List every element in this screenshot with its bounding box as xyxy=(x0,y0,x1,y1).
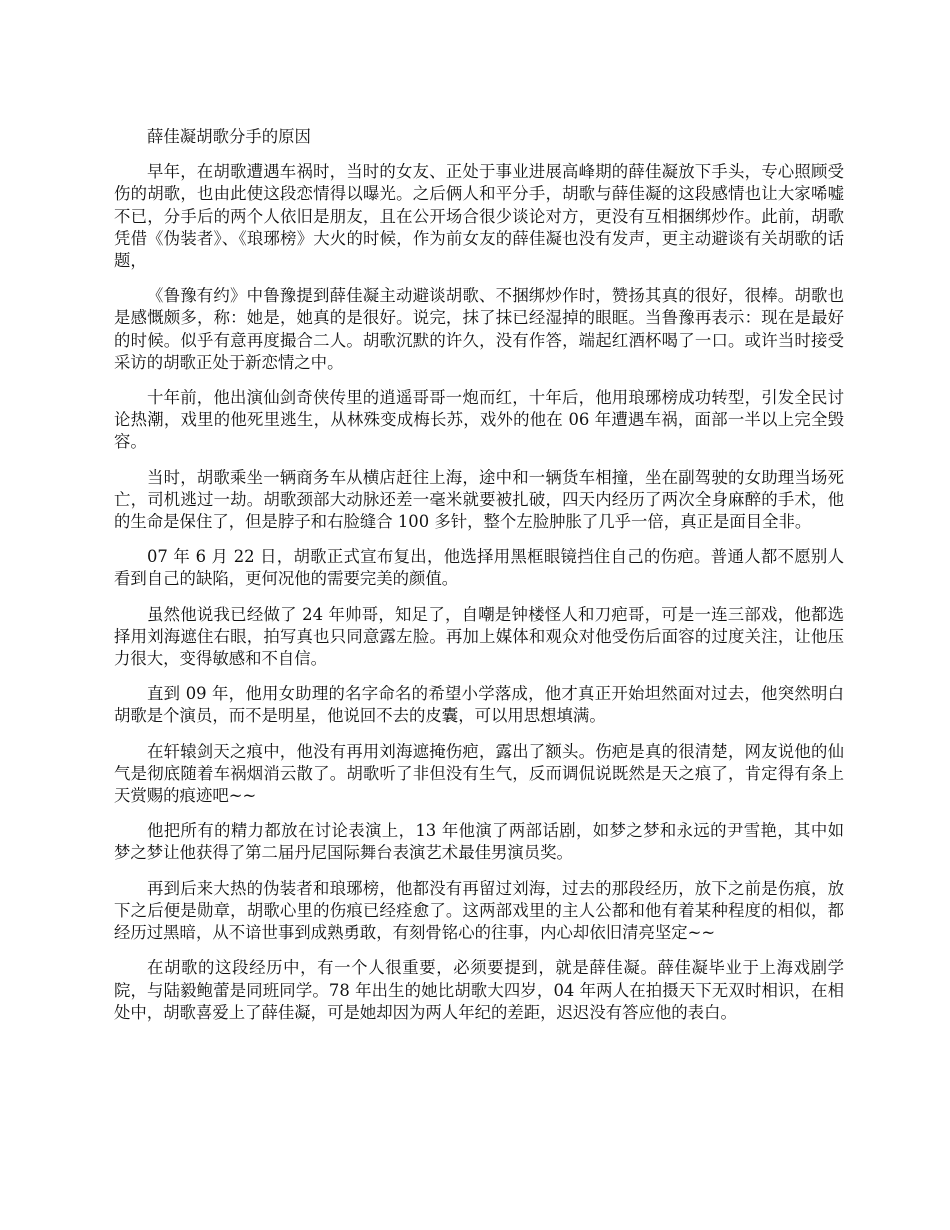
paragraph-9: 他把所有的精力都放在讨论表演上，13 年他演了两部话剧，如梦之梦和永远的尹雪艳，其中如梦之梦让他获得了第二届丹尼国际舞台表演艺术最佳男演员奖。 xyxy=(114,821,844,863)
paragraph-1: 早年，在胡歌遭遇车祸时，当时的女友、正处于事业进展高峰期的薛佳凝放下手头，专心照顾受伤的胡歌，也由此使这段恋情得以曝光。之后俩人和平分手，胡歌与薛佳凝的这段感情也让大家唏嘘不已，分手后的两个人依旧是朋友，且在公开场合很少谈论对方，更没有互相捆绑炒作。此前，胡歌凭借《伪装者》、《琅琊榜》大火的时候，作为前女友的薛佳凝也没有发声，更主动避谈有关胡歌的话题， xyxy=(114,162,844,271)
paragraph-11: 在胡歌的这段经历中，有一个人很重要，必须要提到，就是薛佳凝。薛佳凝毕业于上海戏剧学院，与陆毅鲍蕾是同班同学。78 年出生的她比胡歌大四岁，04 年两人在拍摄天下无双时相识，在相处中，胡歌喜爱上了薛佳凝，可是她却因为两人年纪的差距，迟迟没有答应他的表白。 xyxy=(114,958,844,1022)
paragraph-10: 再到后来大热的伪装者和琅琊榜，他都没有再留过刘海，过去的那段经历，放下之前是伤痕，放下之后便是勋章，胡歌心里的伤痕已经痊愈了。这两部戏里的主人公都和他有着某种程度的相似，都经历过黑暗，从不谙世事到成熟勇敢，有刻骨铭心的往事，内心却依旧清亮坚定~~ xyxy=(114,878,844,943)
paragraph-3: 十年前，他出演仙剑奇侠传里的逍遥哥哥一炮而红，十年后，他用琅琊榜成功转型，引发全民讨论热潮，戏里的他死里逃生，从林殊变成梅长苏，戏外的他在 06 年遭遇车祸，面部一半以上完全毁容。 xyxy=(114,388,844,452)
document-title: 薛佳凝胡歌分手的原因 xyxy=(147,127,311,146)
paragraph-7: 直到 09 年，他用女助理的名字命名的希望小学落成，他才真正开始坦然面对过去，他突然明白胡歌是个演员，而不是明星，他说回不去的皮囊，可以用思想填满。 xyxy=(114,684,844,726)
paragraph-2: 《鲁豫有约》中鲁豫提到薛佳凝主动避谈胡歌、不捆绑炒作时，赞扬其真的很好，很棒。胡歌也是感慨颇多，称：她是，她真的是很好。说完，抹了抹已经湿掉的眼眶。当鲁豫再表示：现在是最好的时候。似乎有意再度撮合二人。胡歌沉默的许久，没有作答，端起红酒杯喝了一口。或许当时接受采访的胡歌正处于新恋情之中。 xyxy=(114,286,844,372)
paragraph-6: 虽然他说我已经做了 24 年帅哥，知足了，自嘲是钟楼怪人和刀疤哥，可是一连三部戏，他都选择用刘海遮住右眼，拍写真也只同意露左脸。再加上媒体和观众对他受伤后面容的过度关注，让他压力很大，变得敏感和不自信。 xyxy=(114,604,844,669)
paragraph-4: 当时，胡歌乘坐一辆商务车从横店赶往上海，途中和一辆货车相撞，坐在副驾驶的女助理当场死亡，司机逃过一劫。胡歌颈部大动脉还差一毫米就要被扎破，四天内经历了两次全身麻醉的手术，他的生命是保住了，但是脖子和右脸缝合 100 多针，整个左脸肿胀了几乎一倍，真正是面目全非。 xyxy=(114,467,844,532)
paragraph-5: 07 年 6 月 22 日，胡歌正式宣布复出，他选择用黑框眼镜挡住自己的伤疤。普通人都不愿别人看到自己的缺陷，更何况他的需要完美的颜值。 xyxy=(114,547,844,589)
paragraph-8: 在轩辕剑天之痕中，他没有再用刘海遮掩伤疤，露出了额头。伤疤是真的很清楚，网友说他的仙气是彻底随着车祸烟消云散了。胡歌听了非但没有生气，反而调侃说既然是天之痕了，肯定得有条上天赏赐的痕迹吧~~ xyxy=(114,741,844,806)
document-page xyxy=(114,126,844,1037)
